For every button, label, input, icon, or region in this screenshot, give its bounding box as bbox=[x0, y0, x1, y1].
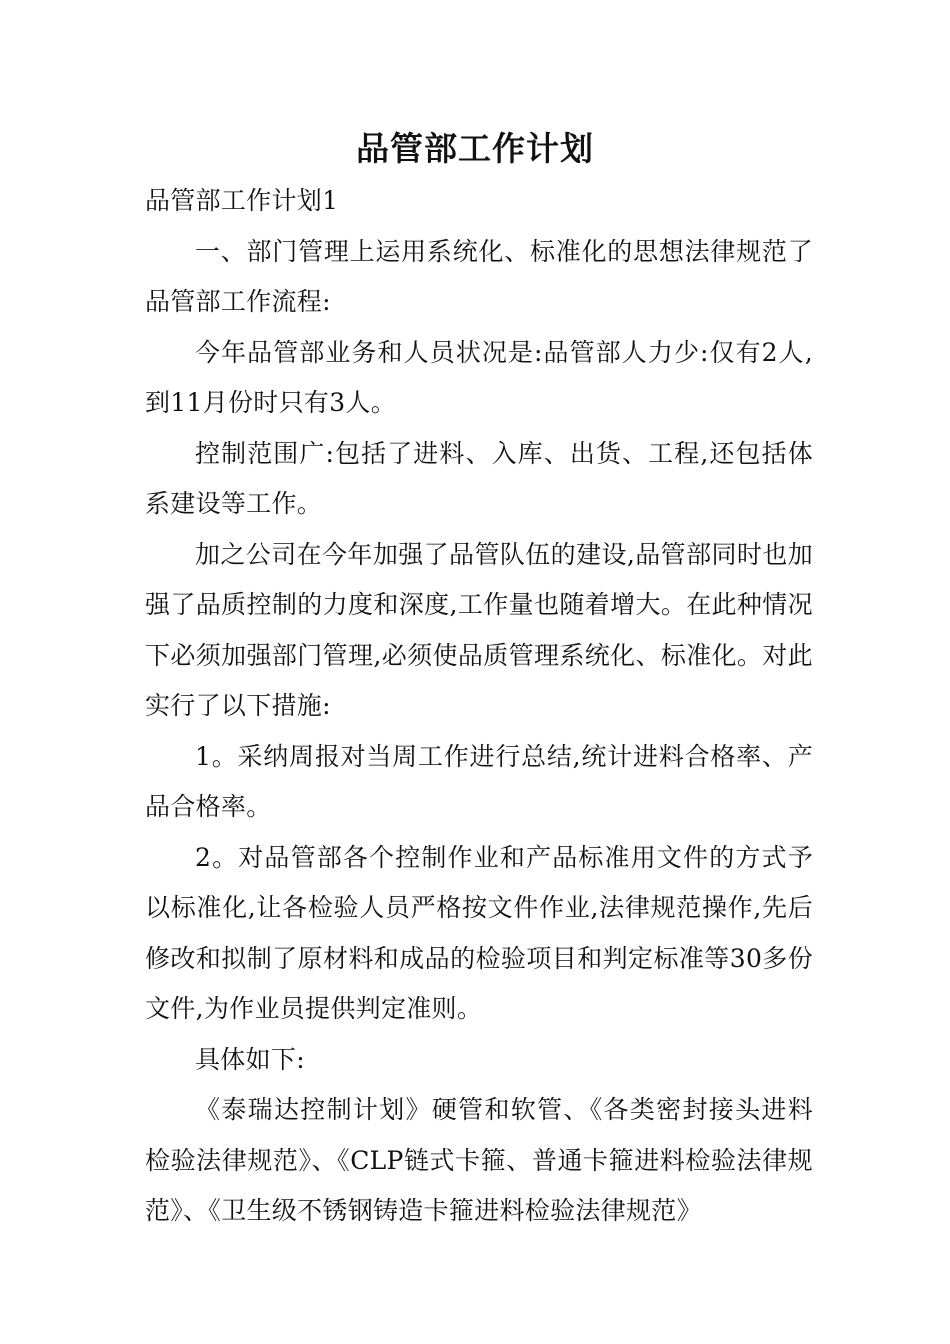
paragraph-measure-2: 2。对品管部各个控制作业和产品标准用文件的方式予以标准化,让各检验人员严格按文件作业,法律规范操作,先后修改和拟制了原材料和成品的检验项目和判定标准等30多份文件,为作业员提供判定准则。 bbox=[145, 842, 813, 1023]
document-body bbox=[145, 176, 813, 1237]
paragraph-control-scope: 控制范围广:包括了进料、入库、出货、工程,还包括体系建设等工作。 bbox=[145, 438, 813, 518]
paragraph-document-list: 《泰瑞达控制计划》硬管和软管、《各类密封接头进料检验法律规范》、《CLP链式卡箍、普通卡箍进料检验法律规范》、《卫生级不锈钢铸造卡箍进料检验法律规范》 bbox=[145, 1095, 813, 1225]
section-heading: 品管部工作计划1 bbox=[145, 186, 339, 215]
document-title: 品管部工作计划 bbox=[356, 129, 594, 168]
paragraph-measure-1: 1。采纳周报对当周工作进行总结,统计进料合格率、产品合格率。 bbox=[145, 741, 813, 821]
paragraph-details-intro: 具体如下: bbox=[195, 1044, 305, 1074]
paragraph-staffing: 今年品管部业务和人员状况是:品管部人力少:仅有2人,到11月份时只有3人。 bbox=[145, 337, 813, 417]
paragraph-department-management: 一、部门管理上运用系统化、标准化的思想法律规范了品管部工作流程: bbox=[145, 236, 813, 316]
paragraph-quality-team: 加之公司在今年加强了品管队伍的建设,品管部同时也加强了品质控制的力度和深度,工作量也随着增大。在此种情况下必须加强部门管理,必须使品质管理系统化、标准化。对此实行了以下措施: bbox=[145, 539, 813, 720]
